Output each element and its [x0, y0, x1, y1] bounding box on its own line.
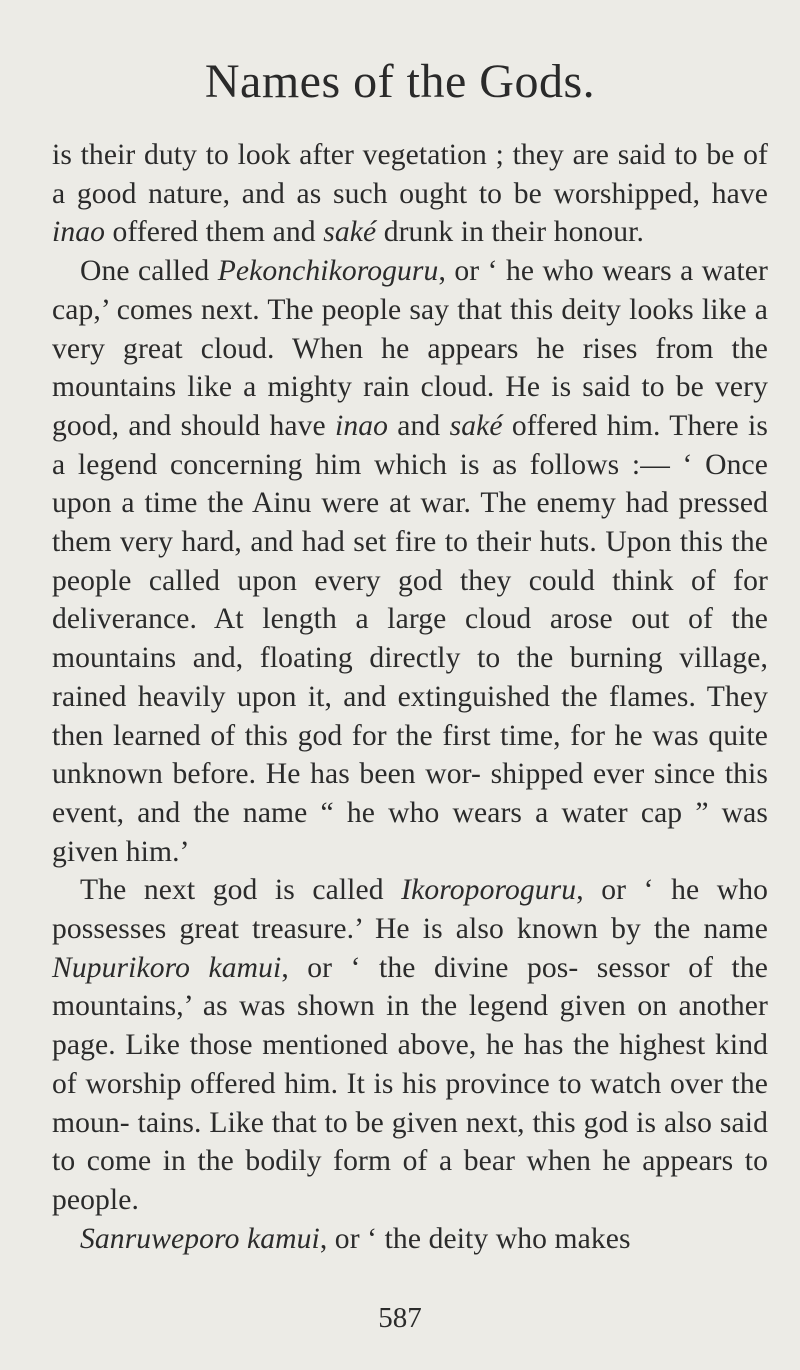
text-run: and — [388, 409, 450, 442]
page-number: 587 — [378, 1302, 422, 1334]
text-run: , or ‘ the deity who makes — [319, 1222, 631, 1255]
text-run: One called — [80, 255, 218, 288]
paragraph — [52, 136, 768, 252]
text-run: drunk in their honour. — [376, 216, 644, 249]
italic-term: Nupurikoro kamui — [52, 951, 282, 984]
paragraph — [52, 252, 768, 871]
text-run: , or ‘ he who wears a water cap,’ comes next. The people say that this deity looks like a very great cloud. When he appears he rises from the mountains like a mighty rain cloud. He is said to be very good, and should have — [52, 255, 768, 442]
italic-term: saké — [323, 216, 377, 249]
body-text — [52, 136, 768, 1258]
paragraph — [52, 1220, 768, 1259]
italic-term: inao — [52, 216, 106, 249]
text-run: The next god is called — [80, 874, 402, 907]
italic-term: inao — [335, 409, 389, 442]
italic-term: saké — [449, 409, 503, 442]
text-run: , or ‘ the divine pos- sessor of the mountains,’ as was shown in the legend given on another page. Like those mentioned above, he has the highest kind of worship offered him. It is his province to watch over the moun- tains. Like that to be given next, this god is also said to come in the bodily form of a bear when he appears to people. — [52, 951, 768, 1216]
text-run: offered him. There is a legend concerning him which is as follows :— ‘ Once upon a time the Ainu were at war. The enemy had pressed them very hard, and had set fire to their huts. Upon this the people called upon every god they could think of for deliverance. At length a large cloud arose out of the mountains and, floating directly to the burning village, rained heavily upon it, and extinguished the flames. They then learned of this god for the first time, for he was quite unknown before. He has been wor- shipped ever since this event, and the name “ he who wears a water cap ” was given him.’ — [52, 409, 768, 868]
text-run: offered them and — [105, 216, 324, 249]
paragraph — [52, 871, 768, 1219]
text-run: is their duty to look after vegetation ; they are said to be of a good nature, and as such ought to be worshipped, have — [52, 139, 768, 210]
italic-term: Ikoroporoguru — [401, 874, 577, 907]
italic-term: Pekonchikoroguru — [217, 255, 439, 288]
running-head-title: Names of the Gods. — [204, 55, 596, 108]
text-run: , or ‘ he who possesses great treasure.’ He is also known by the name — [52, 874, 769, 946]
italic-term: Sanruweporo kamui — [80, 1222, 320, 1255]
